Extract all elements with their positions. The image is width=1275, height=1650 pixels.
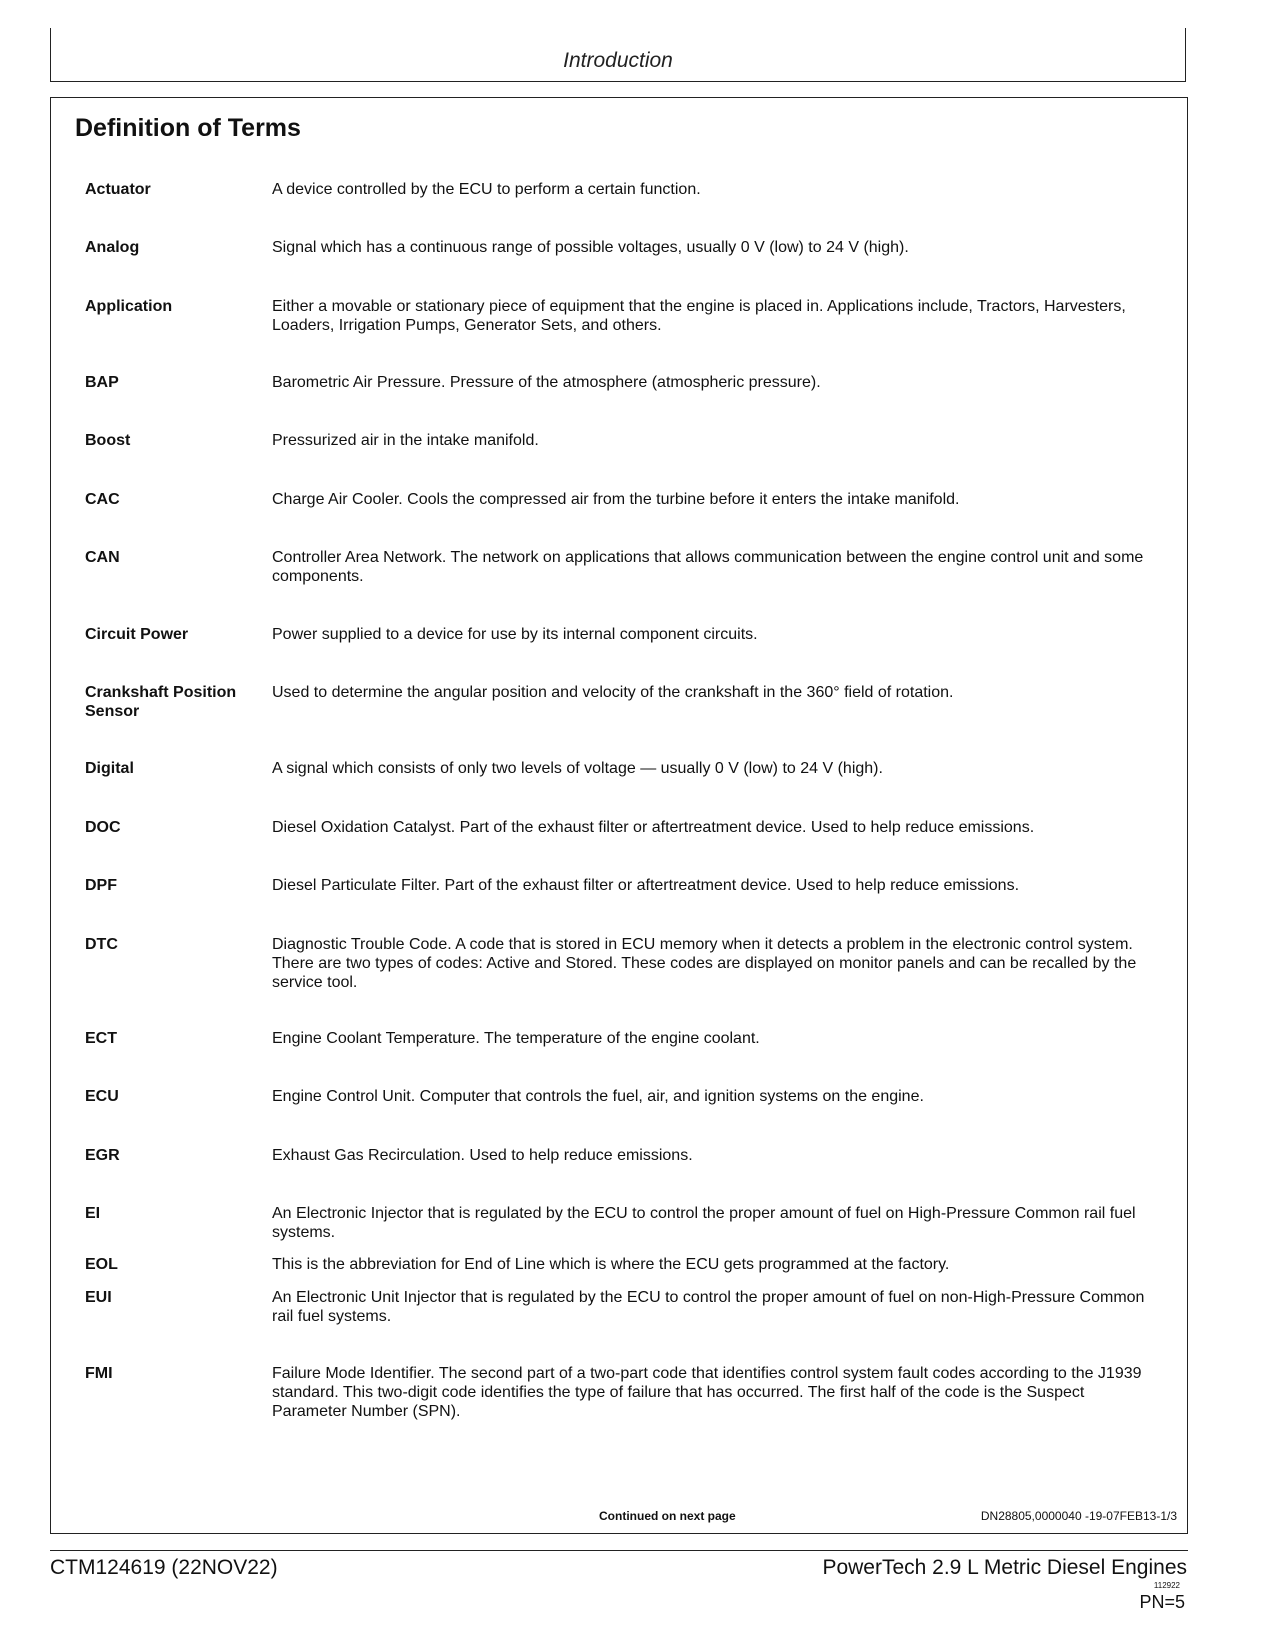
term-label: Crankshaft Position Sensor xyxy=(85,684,237,720)
term-definition: Engine Coolant Temperature. The temperature of the engine coolant. xyxy=(272,1030,760,1047)
term-definition: Failure Mode Identifier. The second part of a two-part code that identifies control system fault codes according to the J1939 standard. This two-digit code identifies the type of failure that has occurred. The first half of the code is the Suspect Parameter Number (SPN). xyxy=(272,1365,1142,1420)
section-title: Definition of Terms xyxy=(75,114,301,142)
term-definition: Diagnostic Trouble Code. A code that is stored in ECU memory when it detects a problem in the electronic control system. There are two types of codes: Active and Stored. These codes are displayed on monitor panels and can be recalled by the service tool. xyxy=(272,936,1137,991)
term-label: FMI xyxy=(85,1365,113,1382)
term-definition: Pressurized air in the intake manifold. xyxy=(272,432,539,449)
term-label: ECU xyxy=(85,1088,119,1105)
footer-manual-id: CTM124619 (22NOV22) xyxy=(50,1556,278,1579)
term-label: EOL xyxy=(85,1256,118,1273)
term-definition: Signal which has a continuous range of possible voltages, usually 0 V (low) to 24 V (high). xyxy=(272,239,909,256)
footer-divider xyxy=(50,1550,1188,1551)
term-definition: Either a movable or stationary piece of equipment that the engine is placed in. Applications include, Tractors, Harvesters, Loaders, Irrigation Pumps, Generator Sets, and others. xyxy=(272,298,1126,334)
page-header xyxy=(50,28,1186,82)
definitions-box xyxy=(50,97,1188,1534)
footer-code: 112922 xyxy=(1153,1581,1180,1590)
page-number: PN=5 xyxy=(1139,1592,1185,1612)
footer-manual-title: PowerTech 2.9 L Metric Diesel Engines xyxy=(822,1556,1187,1579)
term-definition: A device controlled by the ECU to perform a certain function. xyxy=(272,181,701,198)
term-label: Analog xyxy=(85,239,140,256)
term-definition: An Electronic Unit Injector that is regulated by the ECU to control the proper amount of fuel on non-High-Pressure Common rail fuel systems. xyxy=(272,1289,1145,1325)
term-label: EUI xyxy=(85,1289,112,1306)
term-definition: Diesel Particulate Filter. Part of the exhaust filter or aftertreatment device. Used to help reduce emissions. xyxy=(272,877,1020,894)
term-label: BAP xyxy=(85,374,119,391)
term-label: Boost xyxy=(85,432,131,449)
term-label: ECT xyxy=(85,1030,117,1047)
continued-note: Continued on next page xyxy=(599,1509,736,1523)
term-label: Application xyxy=(85,298,173,315)
term-definition: An Electronic Injector that is regulated by the ECU to control the proper amount of fuel on High-Pressure Common rail fuel systems. xyxy=(272,1205,1136,1241)
term-label: DOC xyxy=(85,819,121,836)
term-label: Digital xyxy=(85,760,134,777)
term-label: DPF xyxy=(85,877,117,894)
header-title: Introduction xyxy=(563,49,673,72)
term-label: Actuator xyxy=(85,181,151,198)
term-label: CAN xyxy=(85,549,120,566)
document-reference: DN28805,0000040 -19-07FEB13-1/3 xyxy=(980,1509,1177,1523)
term-label: CAC xyxy=(85,491,120,508)
term-definition: A signal which consists of only two levels of voltage — usually 0 V (low) to 24 V (high). xyxy=(272,760,883,777)
term-label: EI xyxy=(85,1205,101,1222)
term-label: EGR xyxy=(85,1147,120,1164)
term-definition: Power supplied to a device for use by its internal component circuits. xyxy=(272,626,758,643)
term-definition: Diesel Oxidation Catalyst. Part of the exhaust filter or aftertreatment device. Used to help reduce emissions. xyxy=(272,819,1035,836)
term-definition: This is the abbreviation for End of Line which is where the ECU gets programmed at the factory. xyxy=(272,1256,950,1273)
term-definition: Used to determine the angular position and velocity of the crankshaft in the 360° field of rotation. xyxy=(272,684,954,701)
term-definition: Exhaust Gas Recirculation. Used to help reduce emissions. xyxy=(272,1147,693,1164)
term-definition: Barometric Air Pressure. Pressure of the atmosphere (atmospheric pressure). xyxy=(272,374,821,391)
term-definition: Charge Air Cooler. Cools the compressed air from the turbine before it enters the intake manifold. xyxy=(272,491,960,508)
term-definition: Engine Control Unit. Computer that controls the fuel, air, and ignition systems on the engine. xyxy=(272,1088,924,1105)
term-label: DTC xyxy=(85,936,118,953)
term-definition: Controller Area Network. The network on applications that allows communication between the engine control unit and some components. xyxy=(272,549,1144,585)
term-label: Circuit Power xyxy=(85,626,189,643)
